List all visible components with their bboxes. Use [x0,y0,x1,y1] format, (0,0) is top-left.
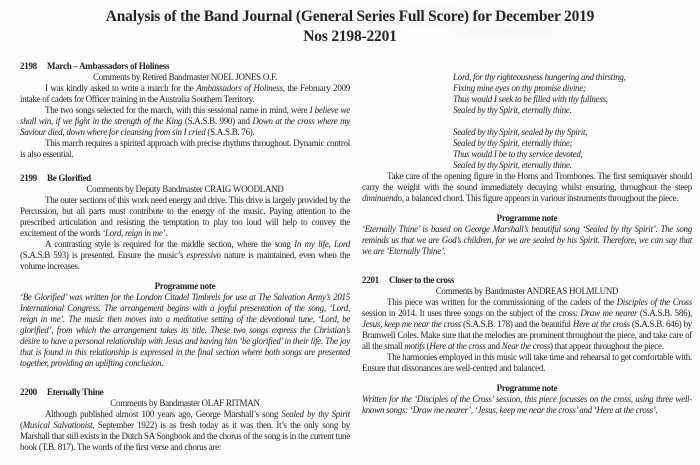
verse-line: Thus would I seek to be filled with thy fullness, [453,94,608,104]
text-run: diminuendo [362,193,402,203]
text-run: I was kindly asked to write a march for the [45,83,197,93]
text-run: This piece was written for the commissioning of the cadets of the [387,297,617,307]
programme-note-heading: Programme note [496,383,558,393]
verse-line: Sealed by thy Spirit, eternally thine. [453,160,572,170]
text-run: motifs [404,341,425,351]
text-run: session in 2014. It uses three songs on the subject of the cross: [362,308,581,318]
text-run: (S.A.S.B. 76). [205,127,255,137]
text-run: espressivo [186,250,221,260]
comments-byline: Comments by Deputy Bandmaster CRAIG WOODLAND [86,184,284,194]
programme-note-heading: Programme note [496,213,558,223]
verse-line: Sealed by thy Spirit, eternally thine. [453,105,572,115]
section-title: Closer to the cross [389,275,455,285]
text-run: (S.A.S.B 593) is presented. Ensure the music’s [20,250,187,260]
paragraph [362,297,692,352]
section-heading [20,61,350,72]
verse-line: Fixing mine eyes on thy promise divine; [453,83,586,93]
text-run: The two songs selected for the march, with this sessional name in mind, were [45,105,310,115]
text-run: (S.A.S.B. 586), [637,308,692,318]
text-run: Ambassadors of Holiness [196,83,283,93]
comments-byline: Comments by Bandmaster ANDREAS HOLMLUND [435,286,619,296]
document-title-line1: Analysis of the Band Journal (General Series Full Score) for December 2019 [105,8,595,25]
text-run: Sealed by thy Spirit [281,409,350,419]
text-run: nature is maintained, even when the volume increases. [20,250,351,271]
text-run: Down at the cross where my Saviour died, down where for cleansing from sin I cried [20,116,351,137]
verse-line: Sealed by thy Spirit, eternally thine; [453,138,573,148]
programme-note-text: ‘Eternally Thine’ is based on George Marshall’s beautiful song ‘Sealed by thy Spirit’. The song reminds us that we are God’s children, for we are sealed by his Spirit. Therefore, we can say that we are ‘Eternally Thine’. [362,224,692,256]
text-run: Here at the cross [572,319,630,329]
section-2201 [362,275,692,416]
section-heading [20,173,350,184]
text-run: Draw me nearer [580,308,638,318]
right-column [362,59,692,453]
verse-block [453,72,692,116]
text-run: I believe we shall win, if we fight in the strength of the King [20,105,350,126]
left-column [20,59,350,453]
text-run: (S.A.S.B. 990) and [182,116,253,126]
section-number: 2200 [20,387,37,397]
text-run: Take care of the opening figure in the Horns and Trombones. The first semiquaver should carry the weight with the sound immediately decaying whilst ensuring, throughout the steep [362,171,692,192]
section-heading [362,275,692,286]
programme-note-text: Written for the ‘Disciples of the Cross’ session, this piece focusses on the cross, using three well-known songs: ‘Draw me nearer’, ‘Jesus, keep me near the cross’ and ‘Here at the cross’. [362,394,692,415]
document-title [0,0,700,47]
section-2200-continued [362,72,692,257]
text-run: , the February 2009 intake of cadets for Officer training in the Australia Southern Territory. [20,83,350,104]
comments-byline: Comments by Bandmaster OLAF RITMAN [110,398,260,408]
text-run: A contrasting style is required for the middle section, where the song [45,239,295,249]
section-number: 2199 [20,173,37,183]
text-run: In my life, Lord [294,239,351,249]
text-run: , a balanced chord. This figure appears in various instruments throughout the piece. [401,193,679,203]
programme-note-text: ‘Be Glorified’ was written for the London Citadel Timbrels for use at The Salvation Army’s 2015 International Congress. The arrangement begins with a joyful presentation of the song, ‘Lord, reign in me’. The music then moves into a meditative setting of the devotional tune, ‘Lord, be glorified’, from which the arrangement takes its title. These two songs express the Christian’s desire to have a personal relationship with Jesus and having him ‘be glorified’ in their life. The joy that is found in this relationship is expressed in the final section where both songs are presented together, providing an uplifting conclusion. [20,292,350,368]
text-run: . [165,228,168,238]
verse-line: Thus would I be to thy service devoted, [453,149,583,159]
text-run: (S.A.S.B. 178) and the beautiful [460,319,573,329]
text-run: Although published almost 100 years ago, George Marshall’s song [45,409,282,419]
text-run: ‘Lord, reign in me’ [102,228,166,238]
text-run: , September 1922) is as fresh today as it was then. It’s the only song by Marshall that still exists in the Dutch SA Songbook and the chorus of the song is in the current tune book (T.B. 817). The words of the first verse and chorus are: [20,420,350,452]
section-title: Eternally Thine [47,387,104,397]
section-2198 [20,61,350,160]
document-title-line2: Nos 2198-2201 [303,28,397,45]
programme-note-heading: Programme note [154,281,216,291]
paragraph [20,239,350,272]
text-run: Disciples of the Cross [616,297,692,307]
section-number: 2198 [20,61,37,71]
paragraph [362,171,692,204]
paragraph [20,409,350,453]
section-2199 [20,173,350,369]
paragraph: This march requires a spirited approach with precise rhythms throughout. Dynamic control is also essential. [20,138,350,159]
verse-line: Sealed by thy Spirit, sealed by thy Spirit, [453,127,588,137]
paragraph [20,83,350,105]
section-2200 [20,387,350,453]
paragraph: The harmonies employed in this music will take time and rehearsal to get comfortable with. Ensure that dissonances are well-centred and balanced. [362,352,692,373]
text-run: Jesus, keep me near the cross [362,319,461,329]
two-column-layout [0,47,700,453]
text-run: ( [20,420,23,430]
text-run: Here at the cross [429,341,486,351]
comments-byline: Comments by Retired Bandmaster NOEL JONES O.F. [92,72,278,82]
section-title: March – Ambassadors of Holiness [47,61,170,71]
text-run: The outer sections of this work need energy and drive. This drive is largely provided by the Percussion, but all parts must contribute to the energy of the music. Paying attention to the prescribed articulation and resisting the temptation to play too loud will help to convey the excitement of the words [20,195,350,238]
section-title: Be Glorified [47,173,91,183]
paragraph [20,105,350,138]
text-run: (S.A.S.B. 646) by Bramwell Coles. Make sure that the melodies are prominent throughout the piece, and take care of all the small [362,319,693,351]
text-run: ) that appear throughout the piece. [550,341,664,351]
text-run: Musical Salvationist [22,420,93,430]
chorus-block [453,127,692,171]
section-number: 2201 [362,275,379,285]
paragraph [20,195,350,239]
text-run: and [485,341,502,351]
text-run: ( [424,341,430,351]
section-heading [20,387,350,398]
verse-line: Lord, for thy righteousness hungering and thirsting, [453,72,626,82]
text-run: Near the cross [501,341,551,351]
